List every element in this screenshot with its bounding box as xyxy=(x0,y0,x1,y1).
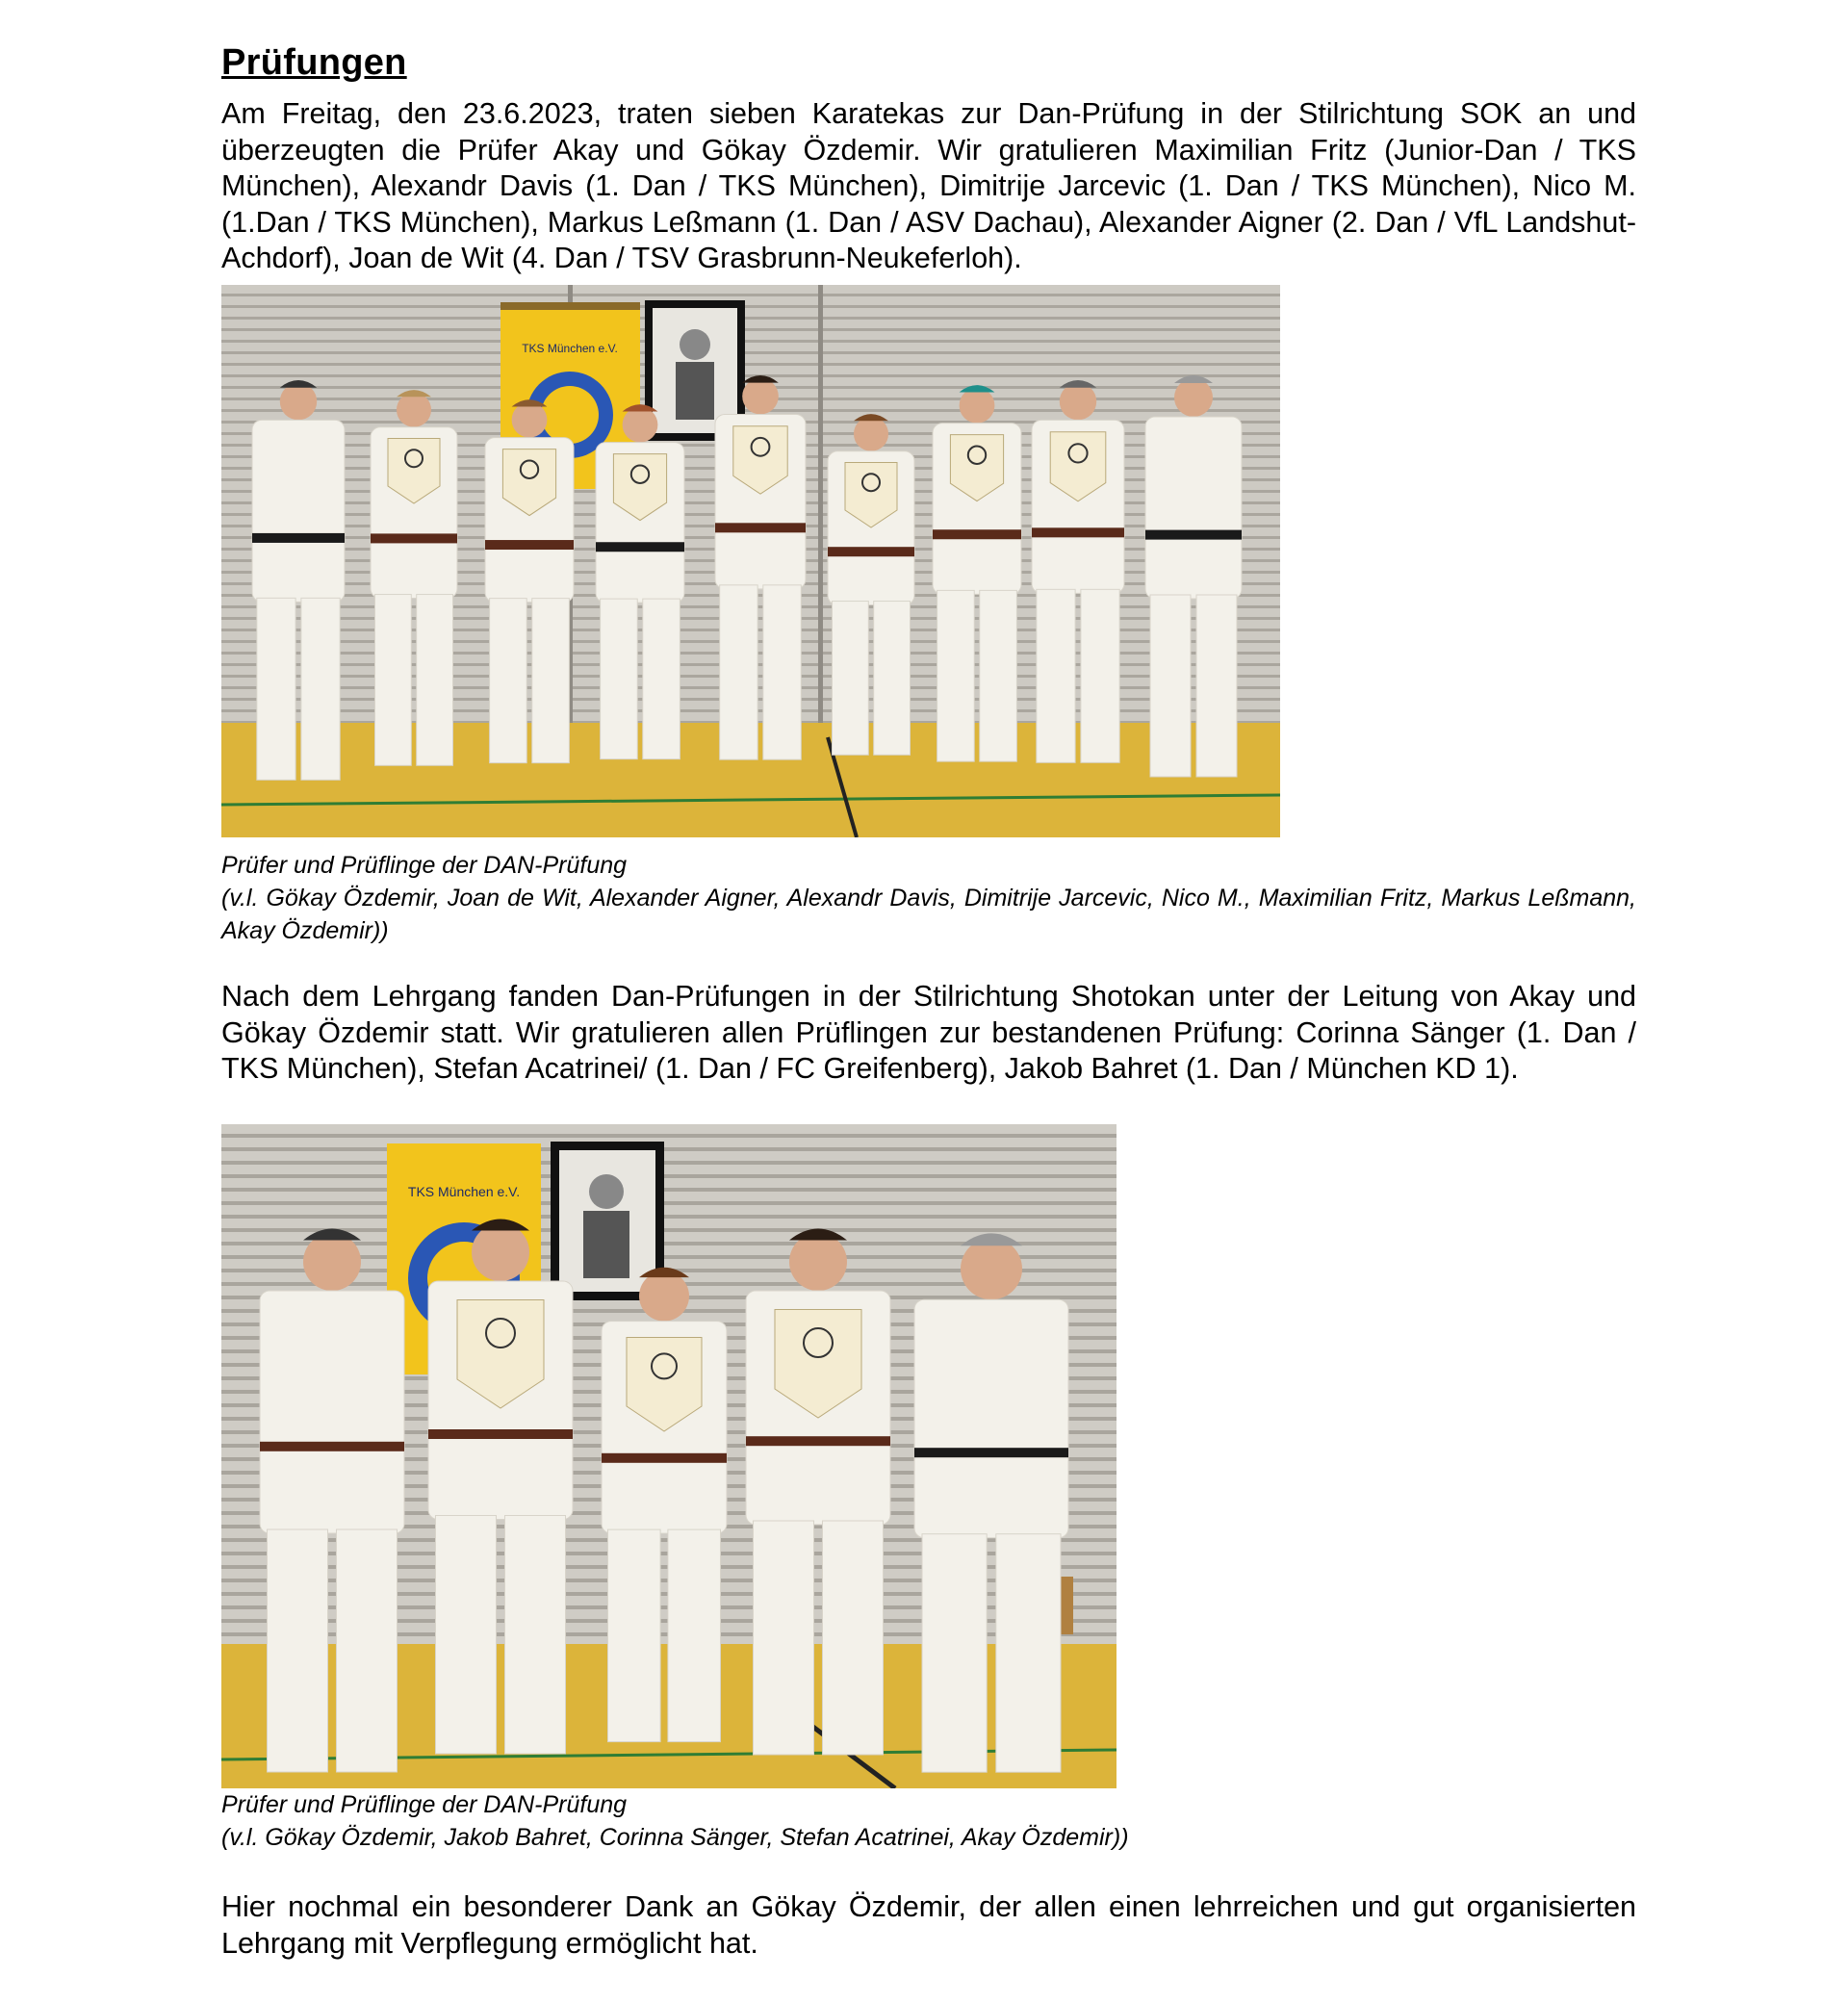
photo-caption-sok xyxy=(221,849,1636,947)
caption-names: (v.l. Gökay Özdemir, Jakob Bahret, Corinna Sänger, Stefan Acatrinei, Akay Özdemir)) xyxy=(221,1824,1129,1851)
group-photo-illustration xyxy=(221,285,1280,837)
caption-title: Prüfer und Prüflinge der DAN-Prüfung xyxy=(221,852,628,879)
paragraph-thanks: Hier nochmal ein besonderer Dank an Gökay Özdemir, der allen einen lehrreichen und gut organisierten Lehrgang mit Verpflegung ermöglicht hat. xyxy=(221,1890,1636,1960)
caption-title: Prüfer und Prüflinge der DAN-Prüfung xyxy=(221,1791,628,1818)
group-photo-illustration-2 xyxy=(221,1124,1116,1788)
paragraph-shotokan-exam: Nach dem Lehrgang fanden Dan-Prüfungen in der Stilrichtung Shotokan unter der Leitung von Akay und Gökay Özdemir statt. Wir gratulieren allen Prüflingen zur bestandenen Prüfung: Corinna Sänger (1. Dan / TKS München), Stefan Acatrinei/ (1. Dan / FC Greifenberg), Jakob Bahret (1. Dan / München KD 1). xyxy=(221,980,1636,1085)
photo-group-sok xyxy=(221,285,1280,837)
caption-names: (v.l. Gökay Özdemir, Joan de Wit, Alexander Aigner, Alexandr Davis, Dimitrije Jarcevic, Nico M., Maximilian Fritz, Markus Leßmann, Akay Özdemir)) xyxy=(221,885,1636,944)
photo-group-shotokan xyxy=(221,1124,1116,1788)
people-row xyxy=(252,375,1242,780)
page-title: Prüfungen xyxy=(221,42,407,83)
banner-text: TKS München e.V. xyxy=(407,1184,521,1199)
banner-text: TKS München e.V. xyxy=(522,342,618,355)
paragraph-sok-exam: Am Freitag, den 23.6.2023, traten sieben Karatekas zur Dan-Prüfung in der Stilrichtung SOK an und überzeugten die Prüfer Akay und Gökay Özdemir. Wir gratulieren Maximilian Fritz (Junior-Dan / TKS München), Alexandr Davis (1. Dan / TKS München), Dimitrije Jarcevic (1. Dan / TKS München), Nico M. (1.Dan / TKS München), Markus Leßmann (1. Dan / ASV Dachau), Alexander Aigner (2. Dan / VfL Landshut-Achdorf), Joan de Wit (4. Dan / TSV Grasbrunn-Neukeferloh). xyxy=(221,97,1636,274)
photo-caption-shotokan xyxy=(221,1788,1636,1854)
